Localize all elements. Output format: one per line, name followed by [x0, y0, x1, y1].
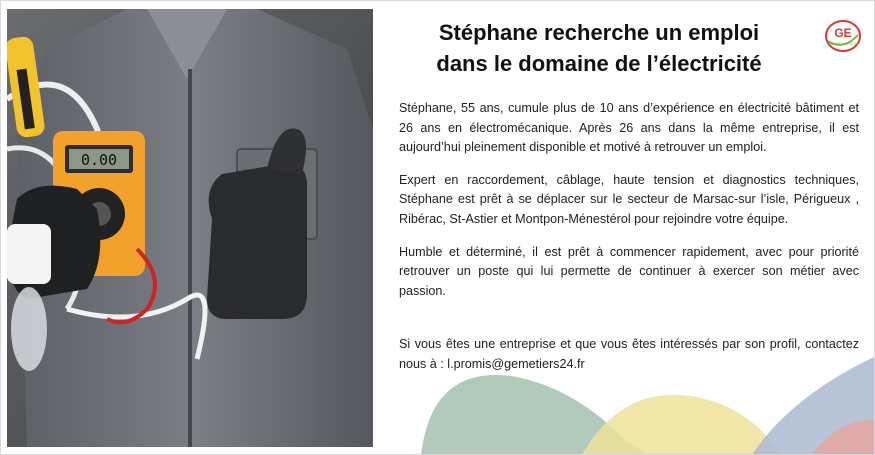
decorative-waves: [421, 341, 875, 455]
logo-mark: GE: [834, 26, 852, 40]
paragraph-motivation: Humble et déterminé, il est prêt à commencer rapidement, avec pour priorité retrouver un poste qui lui permette de continuer à exercer son métier avec passion.: [399, 244, 859, 298]
logo-subtitle: GE METIERS 24: [827, 41, 859, 46]
ge-metiers-logo: [824, 19, 862, 53]
multimeter-display: 0.00: [80, 151, 118, 169]
paragraph-skills: Expert en raccordement, câblage, haute tension et diagnostics techniques, Stéphane est prêt à se déplacer sur le secteur de Marsac-sur l’isle, Périgueux , Ribérac, St-Astier et Montpon-Ménestérol pour rejoindre votre équipe.: [399, 172, 859, 226]
paragraph-experience: Stéphane, 55 ans, cumule plus de 10 ans d’expérience en électricité bâtiment et 26 ans en électromécanique. Après 26 ans dans la même entreprise, il est aujourd’hui pleinement disponible et motivé à retrouver un emploi.: [399, 101, 859, 155]
title-line-2: dans le domaine de l’électricité: [436, 51, 762, 76]
electrician-photo: [7, 9, 373, 447]
title-line-1: Stéphane recherche un emploi: [438, 20, 760, 45]
paragraph-contact: Si vous êtes une entreprise et que vous êtes intéressés par son profil, contactez nous à : l.promis@gemetiers24.fr: [399, 337, 859, 371]
page-title: [389, 17, 809, 79]
